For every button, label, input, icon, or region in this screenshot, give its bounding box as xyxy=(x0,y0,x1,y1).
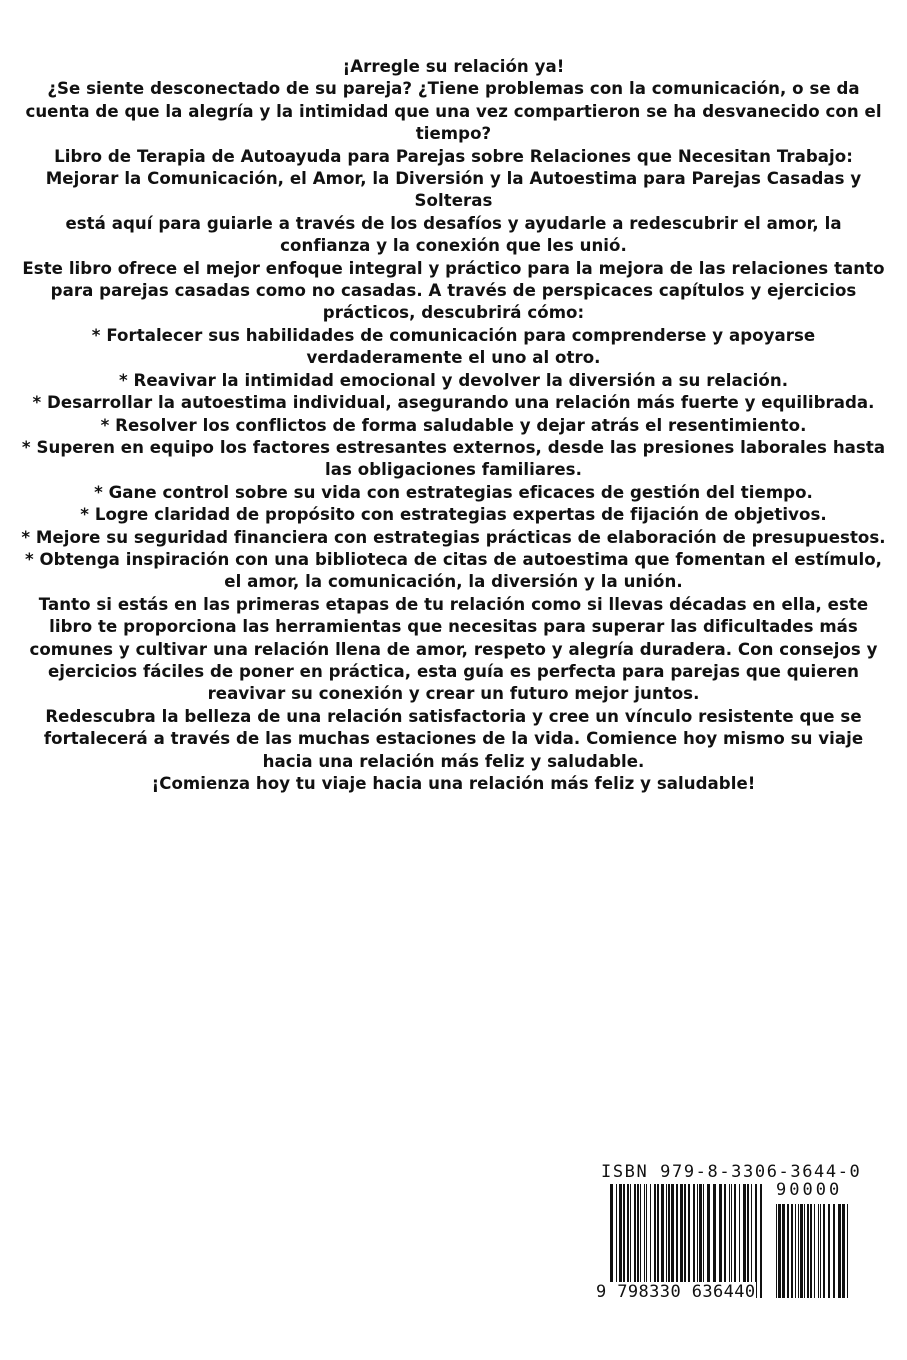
barcode-bar xyxy=(699,1184,702,1298)
barcode-bar xyxy=(676,1184,678,1298)
addon-bar xyxy=(838,1204,841,1298)
barcode-bar xyxy=(640,1184,641,1298)
barcode-bar xyxy=(661,1184,664,1298)
addon-bar xyxy=(778,1204,781,1298)
addon-bar xyxy=(818,1204,819,1298)
addon-bar xyxy=(833,1204,835,1298)
addon-bar xyxy=(776,1204,777,1298)
addon-bar xyxy=(820,1204,821,1298)
addon-bar xyxy=(842,1204,845,1298)
barcode-bar xyxy=(654,1184,656,1298)
barcode-bar xyxy=(724,1184,726,1298)
barcode-bar xyxy=(684,1184,686,1298)
addon-bar xyxy=(847,1204,848,1298)
addon-bar xyxy=(814,1204,815,1298)
barcode-bar xyxy=(668,1184,670,1298)
barcode-bar xyxy=(671,1184,674,1298)
barcode-bar xyxy=(637,1184,639,1298)
addon-bar xyxy=(807,1204,809,1298)
closing-paragraph: Tanto si estás en las primeras etapas de tu relación como si llevas décadas en ella, este libro te proporciona las herramientas que necesitas para superar las dificultades más comunes y cultivar una relación llena de amor, respeto y alegría duradera. Con consejos y ejercicios fáciles de poner en práctica, esta guía es perfecta para parejas que quieren reavivar su conexión y crear un futuro mejor juntos. xyxy=(29,594,878,704)
benefit-item: * Superen en equipo los factores estresantes externos, desde las presiones laborales hasta las obligaciones familiares. xyxy=(21,437,886,480)
barcode-bar xyxy=(616,1184,617,1298)
book-title: Libro de Terapia de Autoayuda para Parejas sobre Relaciones que Necesitan Trabajo: Mejorar la Comunicación, el Amor, la Diversión y la Autoestima para Parejas Casadas y Solteras xyxy=(45,146,862,211)
benefit-item: * Obtenga inspiración con una biblioteca de citas de autoestima que fomentan el estímulo, el amor, la comunicación, la diversión y la unión. xyxy=(24,549,883,592)
benefit-item: * Fortalecer sus habilidades de comunicación para comprenderse y apoyarse verdaderamente el uno al otro. xyxy=(91,325,816,368)
barcode-bar xyxy=(666,1184,667,1298)
book-overview: Este libro ofrece el mejor enfoque integral y práctico para la mejora de las relaciones tanto para parejas casadas como no casadas. A través de perspicaces capítulos y ejercicios prácticos, descubrirá cómo: xyxy=(22,258,885,323)
benefit-item: * Resolver los conflictos de forma saludable y dejar atrás el resentimiento. xyxy=(100,415,807,435)
addon-bar xyxy=(791,1204,793,1298)
barcode-bar xyxy=(646,1184,647,1298)
barcode-bar xyxy=(697,1184,698,1298)
intro-statement: está aquí para guiarle a través de los desafíos y ayudarle a redescubrir el amor, la confianza y la conexión que les unió. xyxy=(65,213,842,256)
headline: ¡Arregle su relación ya! xyxy=(342,57,565,76)
barcode-bar xyxy=(713,1184,716,1298)
closing-paragraph: Redescubra la belleza de una relación satisfactoria y cree un vínculo resistente que se fortalecerá a través de las muchas estaciones de la vida. Comience hoy mismo su viaje hacia una relación más feliz y saludable. xyxy=(43,706,864,771)
barcode-bar xyxy=(734,1184,736,1298)
benefit-item: * Desarrollar la autoestima individual, asegurando una relación más fuerte y equilibrada. xyxy=(32,393,875,413)
ean-digits: 9 798330 636440 xyxy=(596,1282,756,1302)
isbn-label: ISBN 979-8-3306-3644-0 xyxy=(601,1162,862,1182)
addon-code: 90000 xyxy=(776,1180,843,1200)
addon-bar xyxy=(800,1204,803,1298)
addon-bar xyxy=(798,1204,799,1298)
addon-bar xyxy=(782,1204,785,1298)
barcode-bar xyxy=(630,1184,631,1298)
barcode-bar xyxy=(703,1184,704,1298)
benefit-item: * Logre claridad de propósito con estrategias expertas de fijación de objetivos. xyxy=(80,505,827,525)
barcode-bar xyxy=(729,1184,730,1298)
back-cover-description xyxy=(20,56,887,795)
barcode-bar xyxy=(634,1184,636,1298)
barcode-bar xyxy=(760,1184,762,1298)
addon-bar xyxy=(823,1204,825,1298)
barcode-bar xyxy=(650,1184,651,1298)
barcode-bar xyxy=(755,1184,757,1298)
intro-question: ¿Se siente desconectado de su pareja? ¿Tiene problemas con la comunicación, o se da cuenta de que la alegría y la intimidad que una vez compartieron se ha desvanecido con el tiempo? xyxy=(25,79,882,144)
barcode-bar xyxy=(688,1184,690,1298)
benefit-item: * Reavivar la intimidad emocional y devolver la diversión a su relación. xyxy=(118,370,789,390)
barcode-bar xyxy=(619,1184,622,1298)
benefit-item: * Mejore su seguridad financiera con estrategias prácticas de elaboración de presupuestos. xyxy=(21,527,886,547)
barcode-bar xyxy=(719,1184,722,1298)
addon-bar xyxy=(804,1204,805,1298)
barcode-bar xyxy=(644,1184,645,1298)
call-to-action: ¡Comienza hoy tu viaje hacia una relación más feliz y saludable! xyxy=(151,774,756,793)
isbn-barcode xyxy=(596,1158,862,1308)
barcode-bar xyxy=(731,1184,732,1298)
barcode-bar xyxy=(739,1184,740,1298)
addon-bar xyxy=(795,1204,796,1298)
barcode-bar xyxy=(627,1184,629,1298)
barcode-bar xyxy=(610,1184,613,1298)
barcode-bar xyxy=(743,1184,746,1298)
barcode-bar xyxy=(623,1184,625,1298)
barcode-bar xyxy=(680,1184,683,1298)
addon-bar xyxy=(810,1204,812,1298)
barcode-bar xyxy=(707,1184,710,1298)
barcode-bar xyxy=(657,1184,659,1298)
addon-bar xyxy=(787,1204,789,1298)
barcode-bar xyxy=(747,1184,749,1298)
barcode-bar xyxy=(751,1184,752,1298)
addon-bar xyxy=(828,1204,830,1298)
benefit-item: * Gane control sobre su vida con estrategias eficaces de gestión del tiempo. xyxy=(94,482,813,502)
barcode-bar xyxy=(693,1184,695,1298)
